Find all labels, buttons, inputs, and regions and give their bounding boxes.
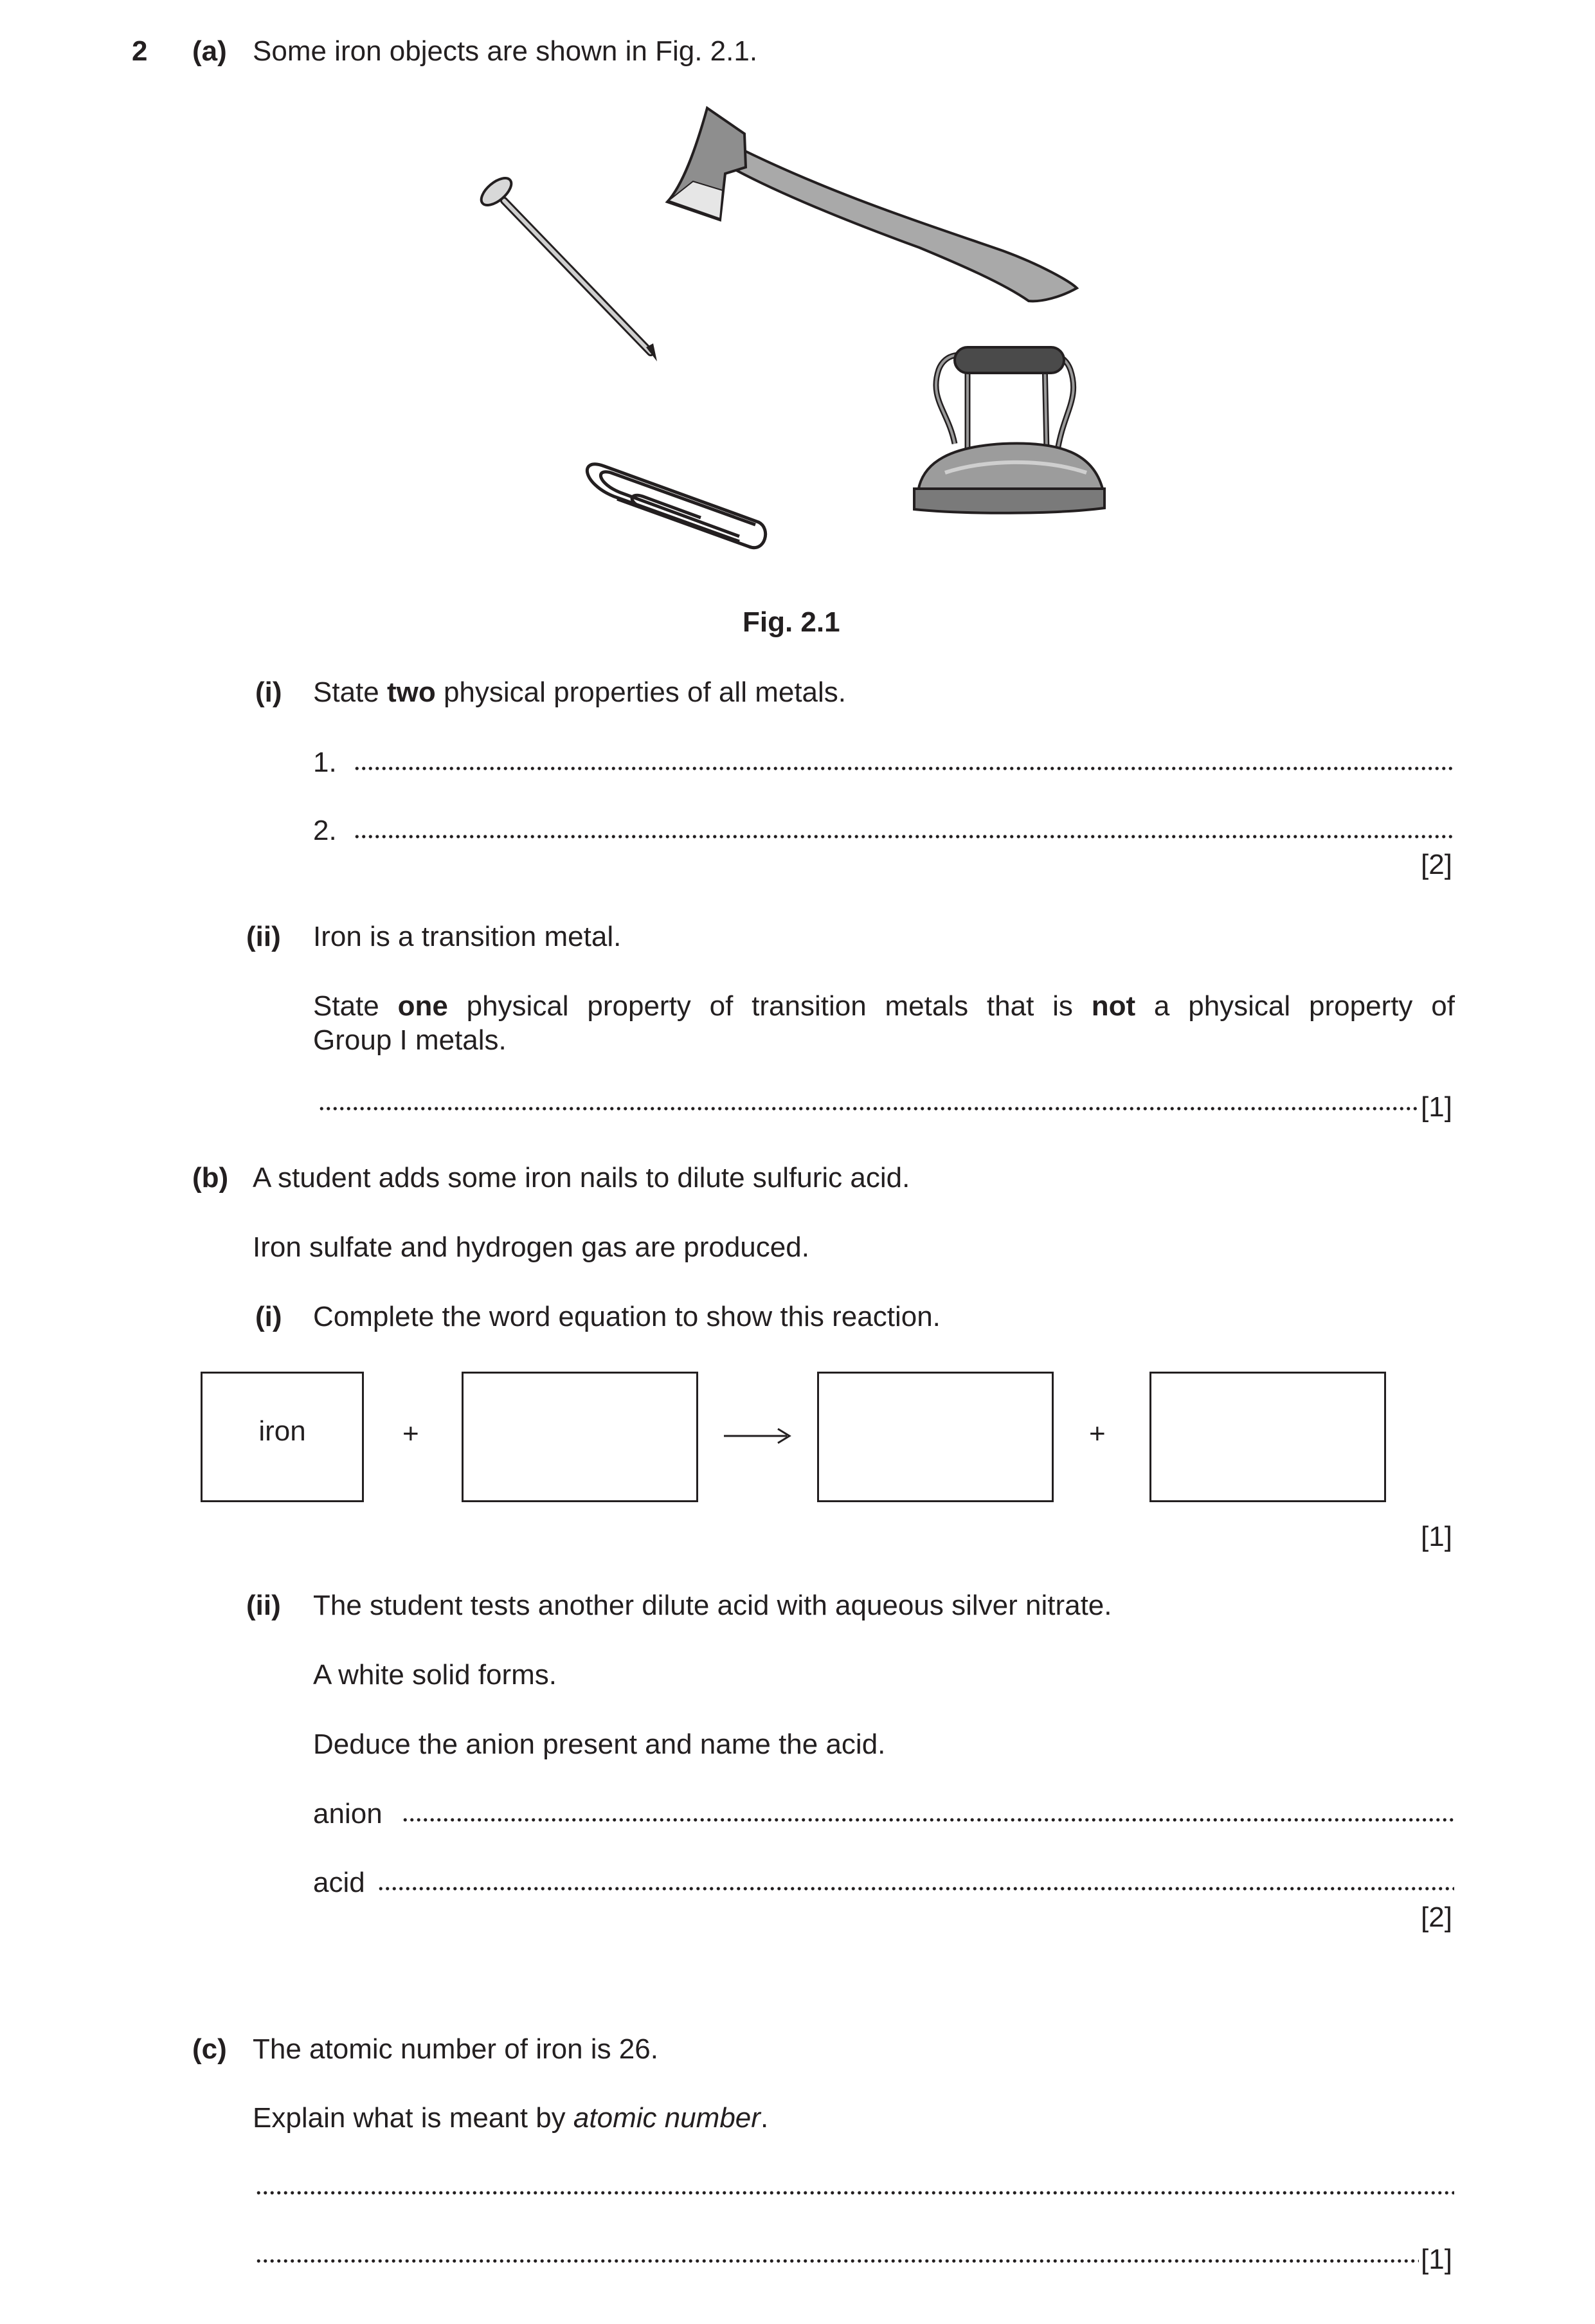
reaction-arrow-icon [723, 1426, 793, 1446]
answer-line-c-1[interactable] [255, 2190, 1454, 2196]
equation-plus-1: + [402, 1418, 419, 1449]
part-a-ii-stem-2: State one physical property of transition metals that is not a physical property of [313, 990, 1455, 1022]
part-c-stem-2: Explain what is meant by atomic number. [253, 2102, 769, 2134]
part-b-i-stem: Complete the word equation to show this reaction. [313, 1301, 941, 1332]
equation-box-reactant-1 [201, 1372, 364, 1502]
part-b-i-label: (i) [255, 1301, 282, 1332]
part-b-ii-label: (ii) [246, 1590, 281, 1621]
part-b-ii-stem-1: The student tests another dilute acid with aqueous silver nitrate. [313, 1590, 1112, 1621]
part-a-i-label: (i) [255, 676, 282, 708]
acid-answer-line[interactable] [377, 1885, 1454, 1892]
question-number: 2 [132, 35, 148, 67]
part-b-ii-stem-3: Deduce the anion present and name the acid. [313, 1729, 886, 1760]
answer-line-1[interactable] [354, 765, 1454, 772]
figure-caption: Fig. 2.1 [743, 606, 840, 638]
part-c-stem-1: The atomic number of iron is 26. [253, 2033, 658, 2065]
answer-line-c-2[interactable] [255, 2258, 1419, 2264]
marks-a-i: [2] [1421, 849, 1452, 880]
equation-box-reactant-2[interactable] [462, 1372, 698, 1502]
equation-plus-2: + [1089, 1418, 1106, 1449]
part-b-stem-1: A student adds some iron nails to dilute sulfuric acid. [253, 1162, 910, 1194]
marks-b-ii: [2] [1421, 1902, 1452, 1933]
equation-box-product-1[interactable] [817, 1372, 1054, 1502]
marks-b-i: [1] [1421, 1521, 1452, 1552]
marks-c: [1] [1421, 2244, 1452, 2275]
part-a-ii-stem-1: Iron is a transition metal. [313, 921, 622, 952]
part-a-ii-label: (ii) [246, 921, 281, 952]
part-c-label: (c) [192, 2033, 227, 2065]
answer-line-a-ii[interactable] [318, 1105, 1419, 1112]
equation-box-product-2[interactable] [1149, 1372, 1386, 1502]
equation-box-1-text: iron [258, 1415, 306, 1447]
answer-line-2-number: 2. [313, 815, 337, 846]
part-a-i-stem: State two physical properties of all metals. [313, 676, 847, 708]
acid-label: acid [313, 1867, 365, 1898]
part-b-label: (b) [192, 1162, 229, 1194]
part-b-ii-stem-2: A white solid forms. [313, 1659, 557, 1691]
answer-line-1-number: 1. [313, 747, 337, 778]
anion-answer-line[interactable] [402, 1817, 1454, 1823]
answer-line-2[interactable] [354, 833, 1454, 840]
marks-a-ii: [1] [1421, 1091, 1452, 1123]
flat-iron-icon [914, 347, 1104, 513]
part-a-intro: Some iron objects are shown in Fig. 2.1. [253, 35, 758, 67]
part-a-ii-stem-3: Group I metals. [313, 1024, 507, 1056]
anion-label: anion [313, 1798, 383, 1829]
part-a-label: (a) [192, 35, 227, 67]
part-b-stem-2: Iron sulfate and hydrogen gas are produced. [253, 1231, 809, 1263]
